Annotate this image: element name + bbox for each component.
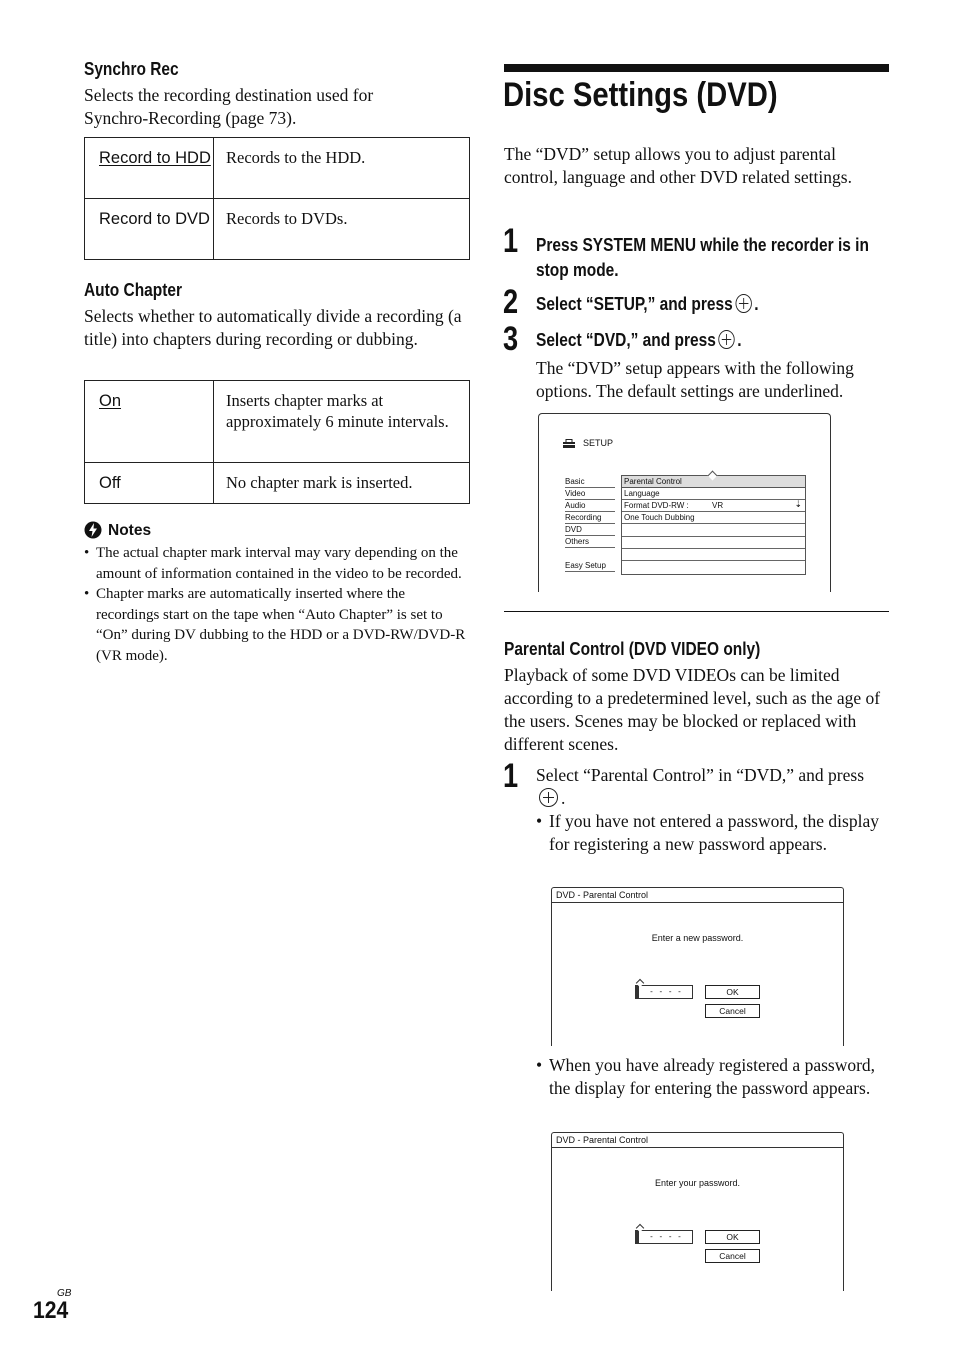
step-1-text: Press SYSTEM MENU while the recorder is in stop mode. xyxy=(536,235,869,280)
synchro-rec-table xyxy=(84,137,470,260)
setup-option-one-touch-dubbing[interactable]: One Touch Dubbing xyxy=(622,512,805,524)
enter-button-icon xyxy=(718,330,734,349)
notes-title: Notes xyxy=(108,522,152,539)
setup-title: SETUP xyxy=(583,438,614,448)
option-value: Records to the HDD. xyxy=(214,138,470,199)
step-3-text: Select “DVD,” and press . xyxy=(536,330,742,350)
setup-option-parental-control[interactable]: Parental Control xyxy=(621,475,806,488)
option-value: No chapter mark is inserted. xyxy=(214,463,470,504)
enter-button-icon xyxy=(735,294,751,313)
notes-icon xyxy=(84,521,102,539)
parental-bullet-1: • If you have not entered a password, the display for registering a new password appears. xyxy=(536,811,879,854)
list-item: • Chapter marks are automatically inserted where the recordings start on the tape when “Auto Chapter” is set to “On” during DV dubbing to the HDD or a DVD-RW/DVD-R (VR mode). xyxy=(84,586,466,664)
table-row xyxy=(85,199,470,260)
dialog-prompt: Enter your password. xyxy=(654,1178,741,1188)
option-key: Off xyxy=(85,463,214,504)
synchro-rec-description: Selects the recording destination used for Synchro-Recording (page 73). xyxy=(84,85,374,128)
dialog-title: DVD - Parental Control xyxy=(552,888,843,903)
option-value: Inserts chapter marks at approximately 6 minute intervals. xyxy=(214,381,470,463)
step-3-description: The “DVD” setup appears with the following options. The default settings are underlined. xyxy=(536,358,854,401)
dialog-title: DVD - Parental Control xyxy=(552,1133,843,1148)
synchro-rec-heading: Synchro Rec xyxy=(84,59,179,79)
option-key: Record to HDD xyxy=(85,138,214,199)
arrow-down-icon: ⇣ xyxy=(794,499,802,509)
setup-menu-recording[interactable]: Recording xyxy=(565,512,615,524)
table-row xyxy=(85,138,470,199)
cancel-button[interactable]: Cancel xyxy=(705,1004,760,1018)
region-code: GB xyxy=(57,1288,72,1299)
step-number: 1 xyxy=(503,222,519,260)
setup-screen xyxy=(538,413,831,592)
option-key: On xyxy=(85,381,214,463)
divider xyxy=(622,536,805,537)
step-number: 3 xyxy=(503,320,519,358)
step-2-text: Select “SETUP,” and press . xyxy=(536,294,759,314)
page-number: 124 xyxy=(33,1297,69,1324)
table-row xyxy=(85,381,470,463)
parental-control-heading: Parental Control (DVD VIDEO only) xyxy=(504,639,761,659)
setup-menu-video[interactable]: Video xyxy=(565,488,615,500)
new-password-dialog xyxy=(551,887,844,1046)
parental-control-description: Playback of some DVD VIDEOs can be limited according to a predetermined level, such as the age of the users. Scenes may be blocked or replaced with different scenes. xyxy=(504,665,881,754)
section-divider xyxy=(504,611,889,612)
setup-option-language[interactable]: Language xyxy=(622,488,805,500)
option-key: Record to DVD xyxy=(85,199,214,260)
setup-menu-basic[interactable]: Basic xyxy=(565,476,615,488)
divider xyxy=(622,548,805,549)
step-number: 2 xyxy=(503,283,519,321)
ok-button[interactable]: OK xyxy=(705,985,760,999)
table-row xyxy=(85,463,470,504)
parental-step-1-text: Select “Parental Control” in “DVD,” and press. xyxy=(536,765,865,808)
list-item: • The actual chapter mark interval may vary depending on the amount of information contained in the video to be recorded. xyxy=(84,545,462,582)
setup-menu-easy-setup[interactable]: Easy Setup xyxy=(565,560,615,572)
setup-menu-audio[interactable]: Audio xyxy=(565,500,615,512)
intro-text: The “DVD” setup allows you to adjust parental control, language and other DVD related settings. xyxy=(504,144,852,187)
divider xyxy=(622,560,805,561)
toolbox-icon xyxy=(562,439,576,449)
ok-button[interactable]: OK xyxy=(705,1230,760,1244)
dialog-prompt: Enter a new password. xyxy=(651,933,744,943)
auto-chapter-heading: Auto Chapter xyxy=(84,280,183,300)
password-input[interactable]: - - - - xyxy=(635,1230,693,1244)
setup-menu-dvd[interactable]: DVD xyxy=(565,524,615,536)
notes-list xyxy=(84,543,470,666)
option-value: Records to DVDs. xyxy=(214,199,470,260)
cancel-button[interactable]: Cancel xyxy=(705,1249,760,1263)
title-rule xyxy=(504,64,889,72)
enter-button-icon xyxy=(539,788,558,807)
notes-header xyxy=(84,521,184,541)
enter-password-dialog xyxy=(551,1132,844,1291)
setup-option-format-dvd-rw[interactable]: Format DVD-RW : VR ⇣ xyxy=(622,500,805,512)
parental-bullet-2: • When you have already registered a password, the display for entering the password appears. xyxy=(536,1055,876,1098)
auto-chapter-description: Selects whether to automatically divide a recording (a title) into chapters during recording or dubbing. xyxy=(84,306,462,349)
password-input[interactable]: - - - - xyxy=(635,985,693,999)
setup-menu-others[interactable]: Others xyxy=(565,536,615,548)
page-title: Disc Settings (DVD) xyxy=(503,76,778,114)
auto-chapter-table xyxy=(84,380,470,504)
step-number: 1 xyxy=(503,757,519,795)
